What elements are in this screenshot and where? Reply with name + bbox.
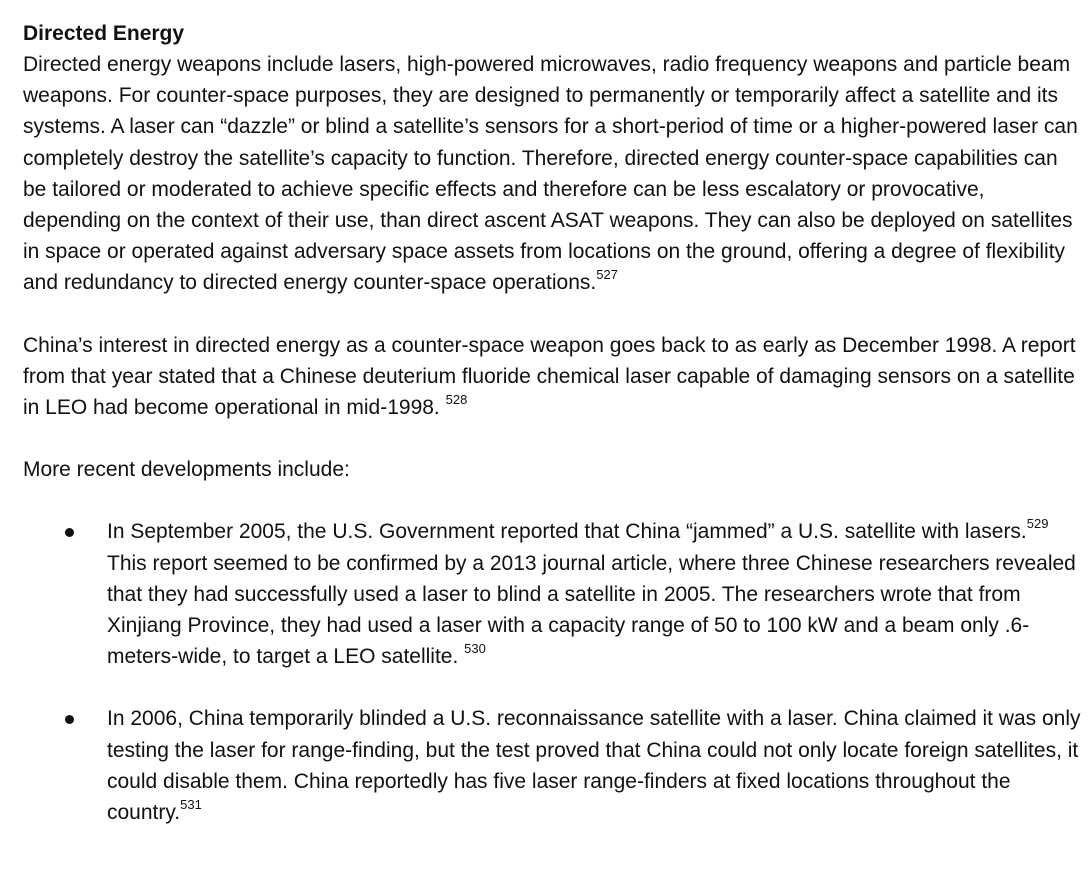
footnote-marker[interactable]: 528 <box>445 392 468 408</box>
footnote-marker[interactable]: 527 <box>596 267 618 283</box>
list-item-text: This report seemed to be confirmed by a 2013 journal article, where three Chinese researchers revealed that they had successfully used a laser to blind a satellite in 2005. The researchers wrote that from Xinjiang Province, they had used a laser with a capacity range of 50 to 100 kW and a beam only .6-meters-wide, to target a LEO satellite. <box>107 551 1076 669</box>
paragraph-directed-energy-overview <box>23 49 1083 299</box>
list-item <box>23 703 1083 828</box>
list-item <box>23 516 1083 672</box>
paragraph-recent-developments-intro: More recent developments include: <box>23 458 350 482</box>
bullet-icon <box>65 528 74 537</box>
document-page <box>23 18 1083 828</box>
developments-list <box>23 516 1083 828</box>
paragraph-spacer <box>23 423 1083 454</box>
bullet-icon <box>65 715 74 724</box>
list-spacer <box>23 672 1083 703</box>
footnote-marker[interactable]: 531 <box>180 797 202 813</box>
footnote-marker[interactable]: 530 <box>464 641 486 657</box>
paragraph-text: Directed energy weapons include lasers, high-powered microwaves, radio frequency weapons and particle beam weapons. For counter-space purposes, they are designed to permanently or temporarily affect a satellite and its systems. A laser can “dazzle” or blind a satellite’s sensors for a short-period of time or a higher-powered laser can completely destroy the satellite’s capacity to function. Therefore, directed energy counter-space capabilities can be tailored or moderated to achieve specific effects and therefore can be less escalatory or provocative, depending on the context of their use, than direct ascent ASAT weapons. They can also be deployed on satellites in space or operated against adversary space assets from locations on the ground, offering a degree of flexibility and redundancy to directed energy counter-space operations. <box>23 53 1078 295</box>
list-item-text: In 2006, China temporarily blinded a U.S. reconnaissance satellite with a laser. China claimed it was only testing the laser for range-finding, but the test proved that China could not only locate foreign satellites, it could disable them. China reportedly has five laser range-finders at fixed locations throughout the country. <box>107 707 1081 825</box>
paragraph-spacer <box>23 485 1083 516</box>
paragraph-text: China’s interest in directed energy as a counter-space weapon goes back to as early as December 1998. A report from that year stated that a Chinese deuterium fluoride chemical laser capable of damaging sensors on a satellite in LEO had become operational in mid-1998. <box>23 333 1076 420</box>
paragraph-spacer <box>23 299 1083 330</box>
list-item-text: In September 2005, the U.S. Government reported that China “jammed” a U.S. satellite with lasers. <box>107 520 1027 544</box>
section-heading: Directed Energy <box>23 22 185 45</box>
paragraph-china-interest <box>23 330 1083 424</box>
footnote-marker[interactable]: 529 <box>1026 516 1049 532</box>
